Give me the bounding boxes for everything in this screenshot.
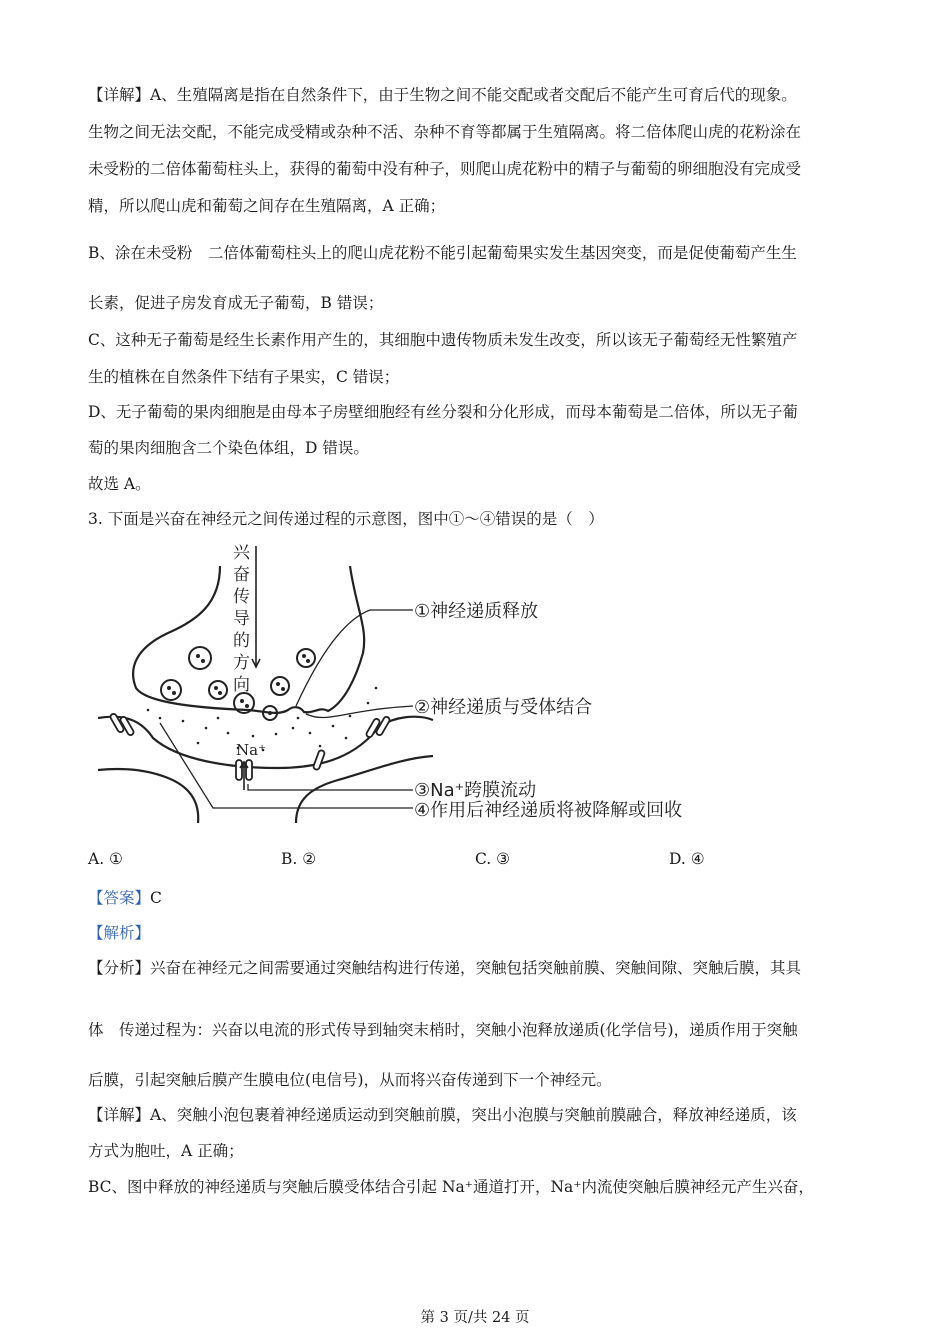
leader-line-1 [296,610,413,706]
svg-text:的: 的 [233,631,250,651]
label-1: ①神经递质释放 [414,601,539,622]
receptor [313,750,325,771]
answer-value: C [150,889,162,907]
svg-text:方: 方 [233,653,250,673]
text-line: 方式为胞吐，A 正确； [88,1142,244,1160]
synapse-diagram [88,538,738,828]
text-line: 后膜，引起突触后膜产生膜电位(电信号)，从而将兴奋传递到下一个神经元。 [88,1071,612,1089]
text-line: 未受粉的二倍体葡萄柱头上，获得的葡萄中没有种子，则爬山虎花粉中的精子与葡萄的卵细胞没有完成受 [88,160,802,178]
label-3: ③Na⁺跨膜流动 [414,780,537,801]
vesicle [271,677,289,695]
leader-line-4 [160,723,413,808]
analysis-tag: 【解析】 [88,924,151,942]
svg-text:向: 向 [233,675,250,695]
label-2: ②神经递质与受体结合 [414,697,593,718]
choice-d: D. ④ [669,850,705,868]
na-channel [236,760,242,780]
text-line: 生物之间无法交配，不能完成受精或杂种不活、杂种不育等都属于生殖隔离。将二倍体爬山虎的花粉涂在 [88,123,802,141]
label-4: ④作用后神经递质将被降解或回收 [414,800,683,821]
vesicle [297,649,315,667]
svg-text:奋: 奋 [233,565,250,585]
choice-b: B. ② [281,850,317,868]
choice-a: A. ① [88,850,123,868]
text-line: 故选 A。 [88,475,151,493]
text-line: 生的植株在自然条件下结有子果实，C 错误； [88,368,400,386]
page-footer: 第 3 页/共 24 页 [420,1310,530,1326]
conduction-direction-arrow [252,546,260,667]
text-line: 长素，促进子房发育成无子葡萄，B 错误； [88,294,384,312]
answer-tag: 【答案】 [88,889,151,907]
leader-line-2 [306,706,413,718]
direction-label [233,543,251,695]
choice-c: C. ③ [475,850,511,868]
answer-line [88,886,162,908]
text-line: D、无子葡萄的果肉细胞是由母本子房壁细胞经有丝分裂和分化形成，而母本葡萄是二倍体，所以无子葡 [88,403,798,421]
na-channel [246,760,252,780]
leader-line-3 [248,784,413,790]
text-line: 精，所以爬山虎和葡萄之间存在生殖隔离，A 正确； [88,197,446,215]
text-line: 【分析】兴奋在神经元之间需要通过突触结构进行传递，突触包括突触前膜、突触间隙、突触后膜，其具 [88,959,802,977]
vesicle [161,680,181,700]
text-line: BC、图中释放的神经递质与突触后膜受体结合引起 Na⁺通道打开，Na⁺内流使突触后膜神经元产生兴奋， [88,1178,814,1196]
vesicle [189,647,211,669]
text-line: C、这种无子葡萄是经生长素作用产生的，其细胞中遗传物质未发生改变，所以该无子葡萄经无性繁殖产 [88,331,798,349]
text-line: 【详解】A、生殖隔离是指在自然条件下，由于生物之间不能交配或者交配后不能产生可育后代的现象。 [88,86,797,104]
question-stem: 3. 下面是兴奋在神经元之间传递过程的示意图，图中①～④错误的是（ ） [88,510,604,528]
text-line: 萄的果肉细胞含二个染色体组，D 错误。 [88,439,369,457]
svg-text:兴: 兴 [233,543,250,563]
vesicle [209,681,227,699]
text-line: B、涂在未受粉 二倍体葡萄柱头上的爬山虎花粉不能引起葡萄果实发生基因突变，而是促使葡萄产生生 [88,244,797,262]
svg-text:传: 传 [233,587,250,607]
svg-text:导: 导 [233,609,250,629]
text-line: 体 传递过程为：兴奋以电流的形式传导到轴突末梢时，突触小泡释放递质(化学信号)，递质作用于突触 [88,1021,798,1039]
na-label: Na⁺ [236,741,266,759]
text-line: 【详解】A、突触小泡包裹着神经递质运动到突触前膜，突出小泡膜与突触前膜融合，释放神经递质，该 [88,1106,797,1124]
